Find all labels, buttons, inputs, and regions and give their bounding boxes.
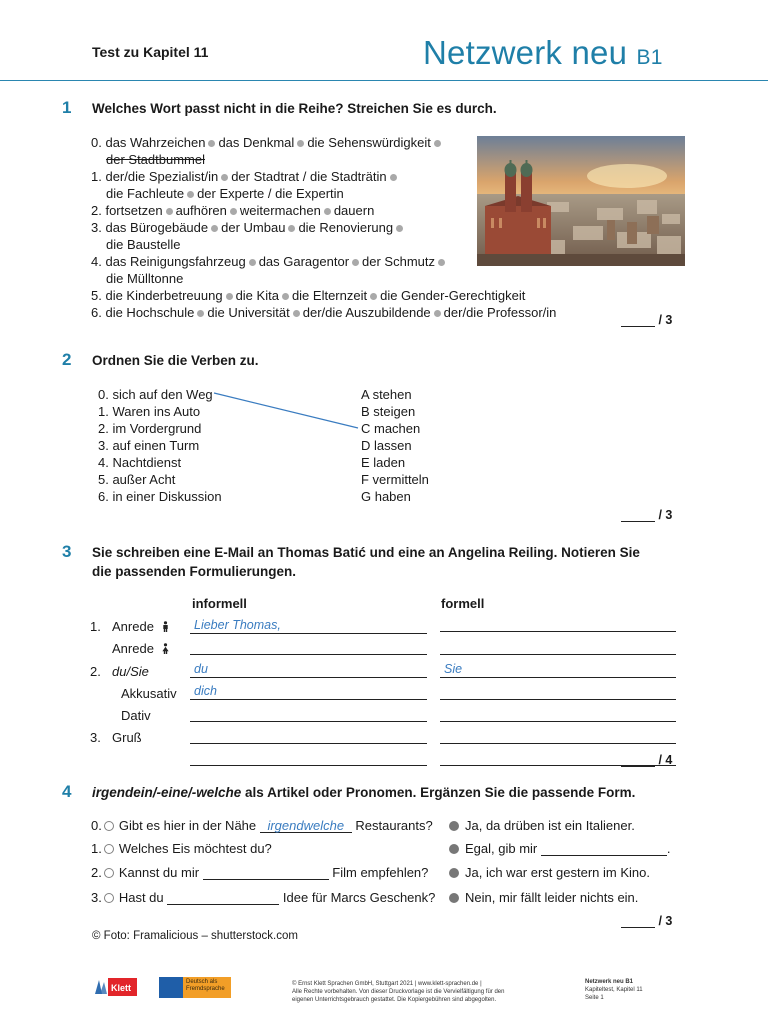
brand-name: Netzwerk neu (423, 34, 628, 71)
female-person-icon (161, 643, 170, 654)
task3-instruction-line2: die passenden Formulierungen. (92, 564, 297, 579)
task2-right-item: B steigen (361, 404, 416, 419)
task2-right-item: D lassen (361, 438, 412, 453)
speaker-a-circle-icon (104, 821, 114, 831)
task1-item-1: 1. der/die Spezialist/in der Stadtrat / die Stadträtin (91, 168, 556, 185)
column-header-formell: formell (441, 596, 485, 611)
footer-book-info: Netzwerk neu B1 Kapiteltest, Kapitel 11 Seite 1 (585, 979, 643, 1001)
page-title: Test zu Kapitel 11 (92, 44, 209, 60)
struck-word: der Stadtbummel (106, 152, 205, 167)
task2-left-item: 0. sich auf den Weg (98, 387, 213, 402)
answer-line-informell[interactable]: dich (190, 680, 427, 700)
task1-instruction: Welches Wort passt nicht in die Reihe? Streichen Sie es durch. (92, 101, 497, 116)
row-label: du/Sie (112, 664, 149, 679)
task4-answer-0: Ja, da drüben ist ein Italiener. (449, 818, 635, 833)
answer-blank[interactable] (203, 866, 329, 880)
task3-number: 3 (62, 542, 72, 561)
male-person-icon (161, 621, 170, 632)
task3-score: / 4 (621, 753, 672, 767)
task1-item-3-cont: die Baustelle (106, 237, 181, 252)
row-label: Anrede (112, 619, 170, 634)
task2-left-item: 2. im Vordergrund (98, 421, 202, 436)
row-number: 2. (90, 664, 101, 679)
row-label: Anrede (112, 641, 170, 656)
answer-line-informell[interactable] (190, 724, 427, 744)
task4-item-1: 1. Welches Eis möchtest du? (91, 841, 272, 856)
task4-item-3: 3. Hast du Idee für Marcs Geschenk? (91, 890, 436, 905)
klett-logo (92, 976, 138, 998)
task2-right-item: A stehen (361, 387, 412, 402)
answer-line-informell[interactable] (190, 702, 427, 722)
photo-credit: © Foto: Framalicious – shutterstock.com (92, 930, 298, 942)
task2-left-item: 4. Nachtdienst (98, 455, 182, 470)
task2-left-item: 5. außer Acht (98, 472, 176, 487)
task2-instruction: Ordnen Sie die Verben zu. (92, 353, 259, 368)
answer-line-formell[interactable]: Sie (440, 658, 676, 678)
task4-instruction: irgendein/-eine/-welche als Artikel oder Pronomen. Ergänzen Sie die passende Form. (92, 785, 636, 800)
task2-right-item: C machen (361, 421, 421, 436)
answer-blank[interactable]: irgendwelche (260, 818, 352, 833)
task4-score: / 3 (621, 914, 672, 928)
task2-right-item: E laden (361, 455, 406, 470)
row-number: 3. (90, 730, 101, 745)
svg-text:Klett: Klett (111, 983, 131, 993)
copyright-notice: © Ernst Klett Sprachen GmbH, Stuttgart 2021 | www.klett-sprachen.de | Alle Rechte vorbehalten. Von dieser Druckvorlage ist die Vervielfältigung für den eigenen Unterrichtsgebrauch gestattet. Die Kopiergebühren sind abgegolten. (292, 981, 505, 1003)
daf-logo: Deutsch als Fremdsprache (159, 977, 231, 998)
row-number: 1. (90, 619, 101, 634)
speaker-a-circle-icon (104, 893, 114, 903)
task2-score: / 3 (621, 508, 672, 522)
answer-blank[interactable] (167, 891, 279, 905)
task1-score: / 3 (621, 313, 672, 327)
task1-item-6: 6. die Hochschule die Universität der/die Auszubildende der/die Professor/in (91, 305, 557, 320)
row-label: Akkusativ (121, 686, 177, 701)
row-label: Gruß (112, 730, 142, 745)
task2-left-item: 3. auf einen Turm (98, 438, 200, 453)
answer-blank[interactable] (541, 842, 667, 856)
speaker-b-dot-icon (449, 844, 459, 854)
task2-right-item: F vermitteln (361, 472, 429, 487)
task4-answer-1: Egal, gib mir . (449, 841, 671, 856)
task2-left-item: 1. Waren ins Auto (98, 404, 201, 419)
speaker-b-dot-icon (449, 868, 459, 878)
speaker-a-circle-icon (104, 868, 114, 878)
task4-number: 4 (62, 782, 72, 801)
answer-line-informell[interactable] (190, 635, 427, 655)
task1-item-4-cont: die Mülltonne (106, 271, 184, 286)
row-label: Dativ (121, 708, 151, 723)
task3-instruction-line1: Sie schreiben eine E-Mail an Thomas Batić und eine an Angelina Reiling. Notieren Sie (92, 545, 640, 560)
task1-item-2: 2. fortsetzen aufhören weitermachen dauern (91, 203, 375, 218)
answer-line-formell[interactable] (440, 635, 676, 655)
task1-item-1-cont: die Fachleute der Experte / die Expertin (106, 186, 344, 201)
task2-right-item: G haben (361, 489, 411, 504)
task1-number: 1 (62, 98, 72, 117)
task1-item-3: 3. das Bürogebäude der Umbau die Renovierung (91, 219, 556, 236)
speaker-b-dot-icon (449, 893, 459, 903)
answer-line-informell[interactable]: Lieber Thomas, (190, 614, 427, 634)
answer-line-informell[interactable]: du (190, 658, 427, 678)
task1-item-4: 4. das Reinigungsfahrzeug das Garagentor der Schmutz (91, 253, 556, 270)
task1-item-0: 0. das Wahrzeichen das Denkmal die Sehenswürdigkeit (91, 134, 556, 151)
task4-answer-3: Nein, mir fällt leider nichts ein. (449, 890, 638, 905)
task4-item-0: 0. Gibt es hier in der Nähe irgendwelche Restaurants? (91, 818, 433, 833)
task1-item-5: 5. die Kinderbetreuung die Kita die Elternzeit die Gender-Gerechtigkeit (91, 288, 526, 303)
brand-level: B1 (636, 46, 663, 69)
task4-item-2: 2. Kannst du mir Film empfehlen? (91, 865, 429, 880)
answer-line-formell[interactable] (440, 724, 676, 744)
speaker-a-circle-icon (104, 844, 114, 854)
answer-line-formell[interactable] (440, 612, 676, 632)
task4-answer-2: Ja, ich war erst gestern im Kino. (449, 865, 650, 880)
task2-left-item: 6. in einer Diskussion (98, 489, 222, 504)
answer-line-formell[interactable] (440, 680, 676, 700)
task2-number: 2 (62, 350, 72, 369)
column-header-informell: informell (192, 596, 247, 611)
answer-line-informell[interactable] (190, 746, 427, 766)
speaker-b-dot-icon (449, 821, 459, 831)
answer-line-formell[interactable] (440, 702, 676, 722)
